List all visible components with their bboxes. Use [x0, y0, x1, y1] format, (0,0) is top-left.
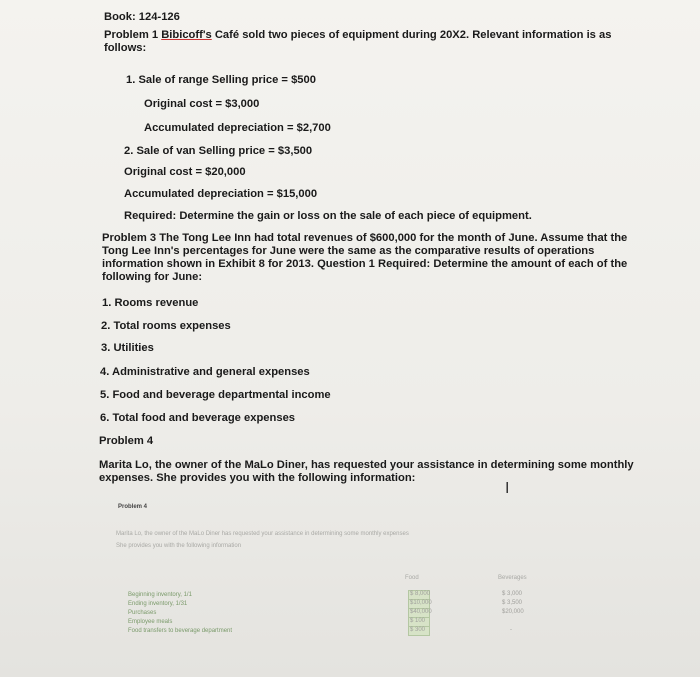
problem1-heading: Problem 1 — [104, 29, 159, 41]
problem1-line2: follows: — [104, 42, 147, 54]
inset-bev-value-5: - — [510, 627, 512, 633]
problem1-required: Required: Determine the gain or loss on the sale of each piece of equipment. — [124, 210, 532, 222]
problem3-item-3: 3. Utilities — [101, 342, 154, 354]
inset-line1: Marita Lo, the owner of the MaLo Diner has requested your assistance in determining some monthly expenses — [116, 531, 409, 537]
inset-food-value-4: $ 100 — [410, 618, 426, 624]
inset-food-value-3: $40,000 — [410, 609, 432, 615]
problem3-item-5: 5. Food and beverage departmental income — [100, 389, 331, 401]
inset-food-value-1: $ 8,000 — [410, 591, 431, 597]
problem4-inset-image — [100, 496, 640, 676]
problem3-line2: Tong Lee Inn's percentages for June were the same as the comparative results of operations — [102, 245, 595, 257]
inset-row-2: Ending inventory, 1/31 — [128, 601, 188, 607]
inset-bev-value-2: $ 3,500 — [502, 600, 523, 606]
problem3-text1: The Tong Lee Inn had total revenues of $600,000 for the month of June. Assume that the — [156, 232, 628, 244]
inset-row-5: Food transfers to beverage department — [128, 628, 233, 634]
inset-line2: She provides you with the following information — [116, 543, 242, 549]
inset-row-3: Purchases — [128, 610, 157, 616]
item2-accumulated-depreciation: Accumulated depreciation = $15,000 — [124, 188, 318, 200]
inset-heading: Problem 4 — [118, 504, 148, 510]
problem3-item-6: 6. Total food and beverage expenses — [100, 412, 296, 424]
cafe-name: Bibicoff's — [161, 29, 212, 41]
problem4-line1: Marita Lo, the owner of the MaLo Diner, has requested your assistance in determining some monthly — [99, 459, 634, 471]
item1-accumulated-depreciation: Accumulated depreciation = $2,700 — [144, 122, 331, 134]
inset-row-4: Employee meals — [128, 619, 173, 625]
inset-food-value-5: $ 300 — [410, 627, 426, 633]
problem1-text: Café sold two pieces of equipment during 20X2. Relevant information is as — [214, 29, 612, 41]
problem3-line4: following for June: — [102, 271, 203, 283]
problem3-line3: information shown in Exhibit 8 for 2013. Question 1 Required: Determine the amount of each of the — [102, 258, 628, 270]
text-cursor-icon: I — [505, 480, 510, 497]
book-reference: Book: 124-126 — [104, 11, 180, 23]
problem3-heading: Problem 3 — [102, 232, 157, 244]
inset-row-1: Beginning inventory, 1/1 — [128, 592, 192, 598]
item2-selling-price: 2. Sale of van Selling price = $3,500 — [124, 145, 313, 157]
inset-food-value-2: $10,000 — [410, 600, 432, 606]
item1-original-cost: Original cost = $3,000 — [144, 98, 260, 110]
inset-bev-value-1: $ 3,000 — [502, 591, 523, 597]
item1-selling-price: 1. Sale of range Selling price = $500 — [126, 74, 316, 86]
problem3-item-1: 1. Rooms revenue — [102, 297, 199, 309]
item2-original-cost: Original cost = $20,000 — [124, 166, 246, 178]
problem3-line1 — [102, 232, 627, 245]
inset-bev-value-3: $20,000 — [502, 609, 524, 615]
inset-col-beverages: Beverages — [498, 575, 527, 581]
problem1-line1 — [104, 29, 611, 42]
problem3-item-2: 2. Total rooms expenses — [101, 320, 231, 332]
inset-col-food: Food — [405, 575, 419, 581]
problem4-line2: expenses. She provides you with the following information: — [99, 472, 416, 484]
problem4-heading: Problem 4 — [99, 435, 154, 447]
problem3-item-4: 4. Administrative and general expenses — [100, 366, 310, 378]
